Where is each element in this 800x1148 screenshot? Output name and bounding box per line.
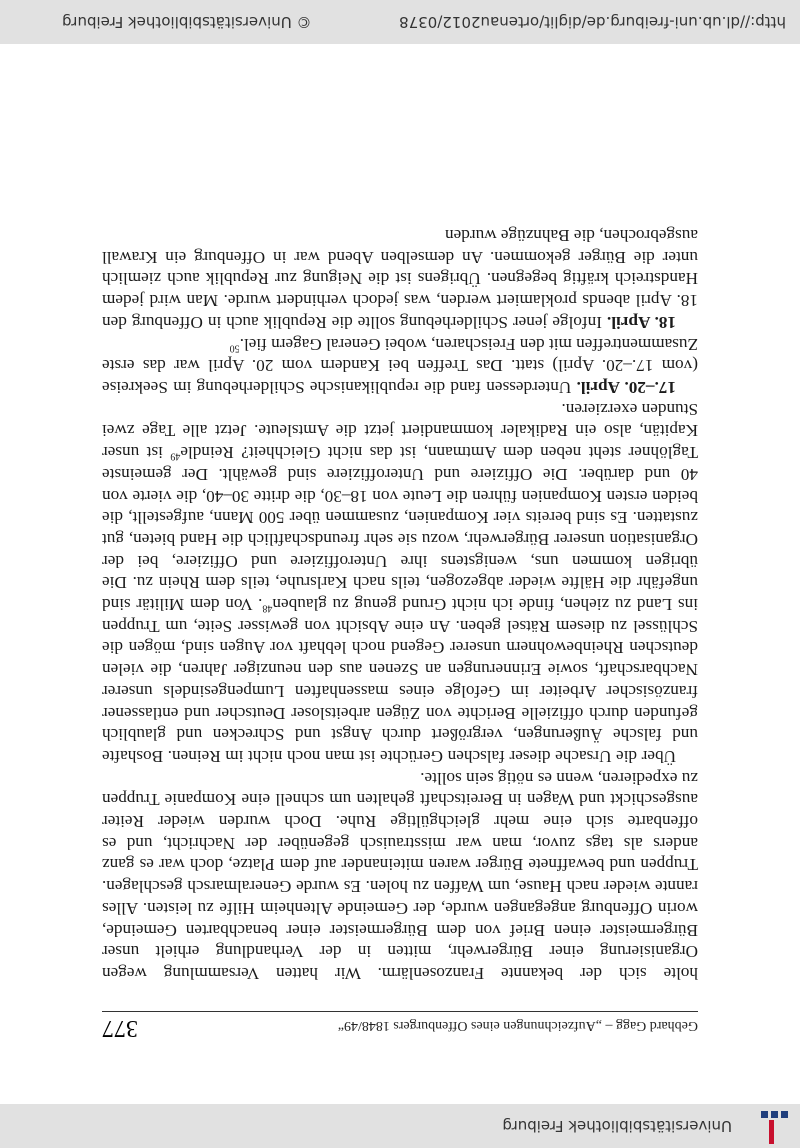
running-head <box>102 1011 698 1042</box>
paragraph-3: 17.–20. April. Unterdessen fand die republikanische Schilderhebung im Seekreise (vom 17.–20. April) statt. Das Treffen bei Kandern vom 20. April war das erste Zusammentreffen mit den Freischaren, wobei General Gagern fiel.$^{50}$ <box>102 334 698 398</box>
footnote-ref-48[interactable]: 48 <box>262 602 273 614</box>
paragraph-2: Über die Ursache dieser falschen Gerüchte ist man noch nicht im Reinen. Boshafte und falsche Äußerungen, vergrößert durch Angst und Schrecken und glaublich gefunden durch offizielle Berichte von Zügen arbeitsloser Deutscher und entlassener französischer Arbeiter im Gefolge eines massenhaften Lumpengesindels unserer Nachbarschaft, sowie Erinnerungen an Szenen aus den neunziger Jahren, die vielen deutschen Rheinbewohnern unserer Gegend noch lebhaft vor Augen sind, mögen die Schlüssel zu diesem Rätsel geben. An eine Absicht von gewisser Seite, um Truppen ins Land zu ziehen, finde ich nicht Grund genug zu glauben$^{48}$. Von dem Militär sind ungefähr die Hälfte wieder abgezogen, teils nach Karlsruhe, teils dem Rhein zu. Die übrigen kommen uns, wenigstens ihre Unteroffiziere und Offiziere, bei der Organisation unserer Bürgerwehr, wozu sie sehr freundschaftlich die Hand bieten, gut zustatten. Es sind bereits vier Kompanien, zusammen über 500 Mann, aufgestellt, die beiden ersten Kompanien führen die Leute von 18–30, die dritte 30–40, die vierte von 40 und darüber. Die Offiziere und Unteroffiziere sind gewählt. Der gemeinste Taglöhner steht neben dem Amtmann, ist das nicht Gleichheit? Reindle$^{49}$ ist unser Kapitän, also ein Radikaler kommandiert jetzt die Amtsleute. Jetzt alle Tage zwei Stunden exerzieren. <box>102 399 698 766</box>
library-name: Universitätsbibliothek Freiburg <box>502 1117 732 1135</box>
paragraph-4: 18. April. Infolge jener Schilderhebung sollte die Republik auch in Offenburg den 18. April abends proklamiert werden, was jedoch verhindert wurde. Man wird jedem Handstreich kräftig begegnen. Übrigens ist die Neigung zur Republik auch ziemlich unter die Bürger gekommen. An demselben Abend war in Offenburg ein Krawall ausgebrochen, die Bahnzüge wurden <box>102 226 698 332</box>
page-number: 377 <box>102 1015 138 1041</box>
page-url-link[interactable]: http://dl.ub.uni-freiburg.de/diglit/ortenau2012/0378 <box>399 13 786 31</box>
running-title: Gebhard Gagg – „Aufzeichnungen eines Offenburgers 1848/49“ <box>337 1018 698 1033</box>
copyright-notice: © Universitätsbibliothek Freiburg <box>62 13 312 31</box>
footnote-ref-49[interactable]: 49 <box>170 450 181 462</box>
entry-date: 17.–20. April. <box>576 378 676 398</box>
viewer-footer-bar <box>0 0 800 44</box>
university-logo-icon <box>8 0 52 44</box>
footnote-ref-50[interactable]: 50 <box>229 342 240 354</box>
entry-date: 18. April. <box>606 312 676 332</box>
body-text <box>102 224 698 984</box>
university-logo-icon <box>746 1104 796 1148</box>
viewer-header-bar <box>0 1104 800 1148</box>
scanned-page <box>0 44 800 1104</box>
paragraph-1: holte sich der bekannte Franzosenlärm. Wir hatten Versammlung wegen Organisierung einer Bürgerwehr, mitten in der Verhandlung erhielt unser Bürgermeister einen Brief von dem Bürgermeister einer benachbarten Gemeinde, worin Offenburg angegangen wurde, der Gemeinde Altenheim Hilfe zu leisten. Alles rannte wieder nach Hause, um Waffen zu holen. Es wurde Generalmarsch geschlagen. Truppen und bewaffnete Bürger waren miteinander auf dem Platze, doch war es ganz anders als tags zuvor, man war misstrauisch gegenüber der Nachricht, und es offenbarte sich eine mehr gleichgültige Ruhe. Doch wurden wieder Reiter ausgeschickt und Wagen in Bereitschaft gehalten um schnell eine Kompanie Truppen zu expedieren, wenn es nötig sein sollte. <box>102 768 698 983</box>
footer-brand <box>8 0 311 44</box>
